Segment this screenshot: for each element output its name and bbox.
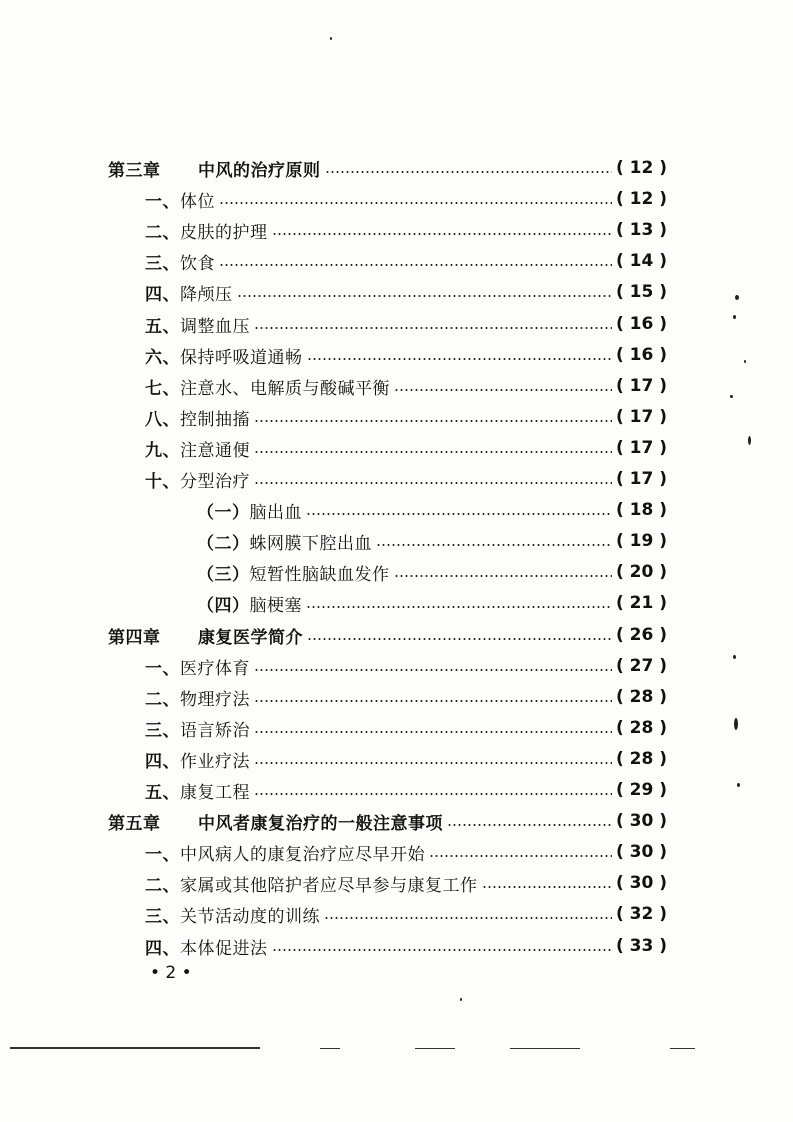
toc-section-row xyxy=(145,464,667,494)
toc-page-reference: ( 19 ) xyxy=(615,531,667,551)
toc-entry-label xyxy=(145,778,250,803)
toc-entry-title: 调整血压 xyxy=(180,316,250,337)
toc-entry-number: 三、 xyxy=(145,253,180,274)
toc-section-row xyxy=(145,837,667,867)
toc-page-reference: ( 17 ) xyxy=(615,438,667,458)
toc-entry-number: （四） xyxy=(197,595,250,616)
toc-entry-label xyxy=(145,871,478,896)
toc-entry-label xyxy=(145,902,320,927)
scan-speck xyxy=(733,315,736,319)
toc-section-row xyxy=(145,651,667,681)
toc-entry-title: 控制抽搐 xyxy=(180,409,250,430)
toc-entry-title: 保持呼吸道通畅 xyxy=(180,347,303,368)
toc-section-row xyxy=(145,899,667,929)
toc-page-reference: ( 14 ) xyxy=(615,251,667,271)
toc-entry-title: 饮食 xyxy=(180,253,215,274)
toc-page-reference: ( 33 ) xyxy=(615,936,667,956)
toc-page-reference: ( 17 ) xyxy=(615,407,667,427)
toc-page-reference: ( 26 ) xyxy=(615,625,667,645)
toc-entry-number: 二、 xyxy=(145,689,180,710)
toc-page-reference: ( 30 ) xyxy=(615,811,667,831)
toc-section-row xyxy=(145,775,667,805)
toc-entry-label xyxy=(145,467,250,492)
toc-entry-title: 蛛网膜下腔出血 xyxy=(249,533,372,554)
toc-entry-title: 物理疗法 xyxy=(180,689,250,710)
toc-page-reference: ( 16 ) xyxy=(615,345,667,365)
toc-entry-number: （二） xyxy=(197,533,250,554)
toc-section-row xyxy=(145,184,667,214)
toc-entry-number: 十、 xyxy=(145,471,180,492)
dot-leader xyxy=(325,171,612,173)
toc-entry-title: 家属或其他陪护者应尽早参与康复工作 xyxy=(180,875,478,896)
dot-leader xyxy=(394,575,612,577)
dot-leader xyxy=(307,358,612,360)
toc-page-reference: ( 17 ) xyxy=(615,469,667,489)
scan-speck xyxy=(735,295,739,300)
toc-page-reference: ( 29 ) xyxy=(615,780,667,800)
toc-entry-title: 短暂性脑缺血发作 xyxy=(249,564,390,585)
dot-leader xyxy=(376,544,612,546)
toc-section-row xyxy=(145,309,667,339)
toc-section-row xyxy=(145,246,667,276)
toc-entry-title: 本体促进法 xyxy=(180,938,268,959)
toc-entry-number: 一、 xyxy=(145,658,180,679)
dot-leader xyxy=(394,389,612,391)
dot-leader xyxy=(254,669,612,671)
toc-entry-number: 八、 xyxy=(145,409,180,430)
toc-entry-title: 中风者康复治疗的一般注意事项 xyxy=(198,813,443,834)
dot-leader xyxy=(254,327,612,329)
toc-page-reference: ( 17 ) xyxy=(615,376,667,396)
toc-entry-number: 六、 xyxy=(145,347,180,368)
toc-page-reference: ( 32 ) xyxy=(615,904,667,924)
toc-entry-label xyxy=(145,218,268,243)
toc-entry-label xyxy=(197,498,302,523)
scan-edge-line xyxy=(670,1048,695,1049)
toc-section-row xyxy=(145,931,667,961)
dot-leader xyxy=(447,824,612,826)
toc-page-reference: ( 28 ) xyxy=(615,718,667,738)
toc-subsection-row xyxy=(197,495,667,525)
toc-section-row xyxy=(145,277,667,307)
toc-entry-title: 注意水、电解质与酸碱平衡 xyxy=(180,378,390,399)
toc-page-reference: ( 15 ) xyxy=(615,282,667,302)
toc-entry-label xyxy=(145,312,250,337)
toc-entry-number: 五、 xyxy=(145,782,180,803)
dot-leader xyxy=(429,855,612,857)
scan-speck xyxy=(734,718,738,730)
toc-entry-label xyxy=(197,529,372,554)
toc-page-reference: ( 21 ) xyxy=(615,593,667,613)
toc-subsection-row xyxy=(197,588,667,618)
scan-speck xyxy=(460,998,462,1001)
toc-section-row xyxy=(145,744,667,774)
toc-entry-number: 四、 xyxy=(145,938,180,959)
dot-leader xyxy=(307,638,612,640)
dot-leader xyxy=(272,949,612,951)
toc-subsection-row xyxy=(197,557,667,587)
scan-edge-line xyxy=(510,1048,580,1049)
toc-section-row xyxy=(145,215,667,245)
toc-entry-title: 关节活动度的训练 xyxy=(180,906,320,927)
toc-page-reference: ( 13 ) xyxy=(615,220,667,240)
toc-entry-number: 一、 xyxy=(145,191,180,212)
scan-speck xyxy=(733,655,736,659)
dot-leader xyxy=(254,482,612,484)
scan-speck xyxy=(748,436,751,445)
toc-section-row xyxy=(145,868,667,898)
toc-section-row xyxy=(145,682,667,712)
scan-speck xyxy=(744,360,746,363)
toc-page-reference: ( 16 ) xyxy=(615,314,667,334)
toc-entry-label xyxy=(145,374,390,399)
toc-entry-label xyxy=(145,405,250,430)
toc-entry-label xyxy=(145,747,250,772)
toc-entry-title: 注意通便 xyxy=(180,440,250,461)
toc-entry-number: 第五章 xyxy=(108,813,161,834)
toc-entry-number: 九、 xyxy=(145,440,180,461)
toc-entry-number: 第四章 xyxy=(108,627,161,648)
scan-speck xyxy=(730,395,733,398)
toc-entry-title: 体位 xyxy=(180,191,215,212)
toc-entry-number: 一、 xyxy=(145,844,180,865)
toc-entry-label xyxy=(145,685,250,710)
toc-page-reference: ( 12 ) xyxy=(615,189,667,209)
toc-entry-label xyxy=(145,654,250,679)
scan-speck xyxy=(737,783,740,787)
toc-entry-number: 第三章 xyxy=(108,160,161,181)
toc-subsection-row xyxy=(197,526,667,556)
toc-entry-title: 脑梗塞 xyxy=(249,595,302,616)
toc-entry-label xyxy=(145,280,233,305)
dot-leader xyxy=(254,762,612,764)
toc-section-row xyxy=(145,402,667,432)
toc-entry-title: 中风的治疗原则 xyxy=(198,160,321,181)
toc-entry-title: 语言矫治 xyxy=(180,720,250,741)
toc-chapter-row xyxy=(108,806,667,836)
toc-page-reference: ( 28 ) xyxy=(615,687,667,707)
toc-entry-label xyxy=(145,343,303,368)
toc-page-reference: ( 18 ) xyxy=(615,500,667,520)
toc-section-row xyxy=(145,713,667,743)
toc-page-reference: ( 12 ) xyxy=(615,158,667,178)
toc-chapter-row xyxy=(108,620,667,650)
scan-speck xyxy=(330,37,332,40)
toc-section-row xyxy=(145,371,667,401)
dot-leader xyxy=(254,731,612,733)
toc-entry-title: 康复医学简介 xyxy=(198,627,303,648)
toc-entry-label xyxy=(108,156,321,181)
toc-entry-number: 七、 xyxy=(145,378,180,399)
toc-entry-label xyxy=(145,716,250,741)
toc-entry-label xyxy=(145,187,215,212)
toc-entry-label xyxy=(145,840,425,865)
toc-entry-title: 降颅压 xyxy=(180,284,233,305)
toc-entry-number: 三、 xyxy=(145,720,180,741)
dot-leader xyxy=(254,451,612,453)
dot-leader xyxy=(219,264,612,266)
toc-entry-label xyxy=(197,560,390,585)
dot-leader xyxy=(254,420,612,422)
toc-chapter-row xyxy=(108,153,667,183)
dot-leader xyxy=(254,793,612,795)
toc-entry-label xyxy=(145,249,215,274)
dot-leader xyxy=(306,513,612,515)
page-number: • 2 • xyxy=(150,963,192,983)
dot-leader xyxy=(482,886,612,888)
dot-leader xyxy=(324,917,612,919)
toc-entry-number: 三、 xyxy=(145,906,180,927)
scan-edge-line xyxy=(415,1048,455,1049)
scan-edge-line xyxy=(10,1047,260,1049)
toc-page-reference: ( 30 ) xyxy=(615,842,667,862)
toc-entry-label xyxy=(197,591,302,616)
dot-leader xyxy=(306,606,612,608)
dot-leader xyxy=(219,202,612,204)
toc-entry-label xyxy=(108,809,443,834)
scan-edge-line xyxy=(320,1048,340,1049)
toc-page-reference: ( 27 ) xyxy=(615,656,667,676)
toc-entry-title: 皮肤的护理 xyxy=(180,222,268,243)
toc-section-row xyxy=(145,433,667,463)
dot-leader xyxy=(237,295,612,297)
toc-page-reference: ( 20 ) xyxy=(615,562,667,582)
toc-entry-title: 分型治疗 xyxy=(180,471,250,492)
toc-entry-title: 脑出血 xyxy=(249,502,302,523)
toc-page-reference: ( 28 ) xyxy=(615,749,667,769)
toc-entry-title: 中风病人的康复治疗应尽早开始 xyxy=(180,844,425,865)
toc-entry-number: 五、 xyxy=(145,316,180,337)
toc-entry-number: 二、 xyxy=(145,875,180,896)
toc-entry-label xyxy=(145,436,250,461)
dot-leader xyxy=(254,700,612,702)
toc-entry-number: 四、 xyxy=(145,751,180,772)
toc-entry-label xyxy=(145,934,268,959)
toc-entry-number: （一） xyxy=(197,502,250,523)
toc-entry-number: 四、 xyxy=(145,284,180,305)
toc-page-reference: ( 30 ) xyxy=(615,873,667,893)
toc-section-row xyxy=(145,340,667,370)
toc-entry-number: （三） xyxy=(197,564,250,585)
toc-entry-label xyxy=(108,623,303,648)
toc-entry-title: 作业疗法 xyxy=(180,751,250,772)
toc-entry-title: 康复工程 xyxy=(180,782,250,803)
toc-entry-number: 二、 xyxy=(145,222,180,243)
dot-leader xyxy=(272,233,612,235)
toc-entry-title: 医疗体育 xyxy=(180,658,250,679)
